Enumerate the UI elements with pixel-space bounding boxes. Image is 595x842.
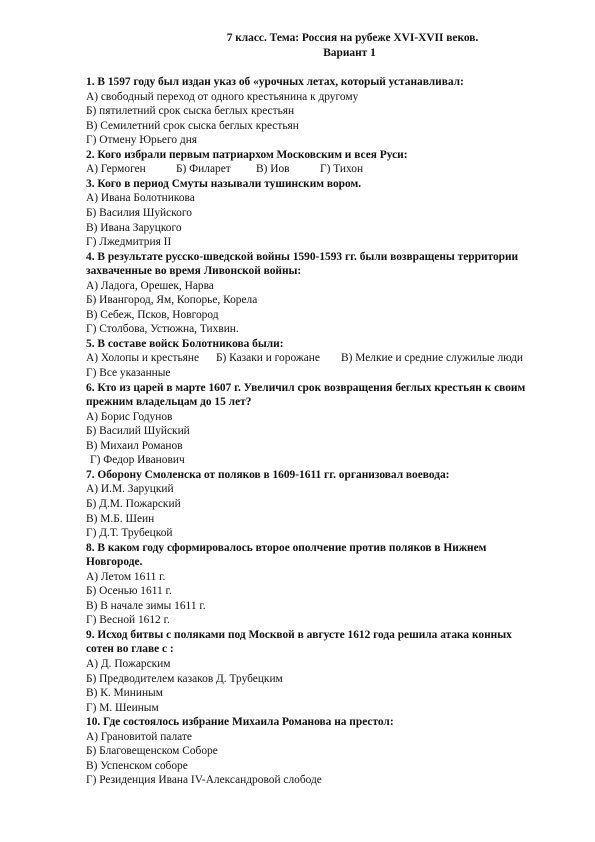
- question-4-option-d: Г) Столбова, Устюжна, Тихвин.: [86, 323, 239, 336]
- question-9-text-line-2: сотен во главе с :: [86, 643, 174, 656]
- question-7: [86, 468, 555, 541]
- question-1-option-b: Б) пятилетний срок сыска беглых крестьян: [86, 105, 295, 118]
- question-7-text: 7. Оборону Смоленска от поляков в 1609-1611 гг. организовал воевода:: [86, 468, 450, 481]
- question-10: [86, 715, 555, 788]
- question-2-option-c: В) Иов: [256, 163, 290, 176]
- question-6-text-line-1: 6. Кто из царей в марте 1607 г. Увеличил срок возвращения беглых крестьян к своим: [86, 381, 526, 394]
- question-5: [86, 337, 555, 381]
- page-header: [86, 31, 555, 60]
- question-10-option-a: А) Грановитой палате: [86, 730, 192, 743]
- question-9-text-line-1: 9. Исход битвы с поляками под Москвой в августе 1612 года решила атака конных: [86, 628, 512, 641]
- question-9-option-d: Г) М. Шеиным: [86, 701, 159, 714]
- question-3: [86, 177, 555, 250]
- question-3-option-b: Б) Василия Шуйского: [86, 207, 192, 220]
- question-6-option-a: А) Борис Годунов: [86, 410, 173, 423]
- question-10-option-b: Б) Благовещенском Соборе: [86, 745, 218, 758]
- question-6-text-line-2: прежним владельцам до 15 лет?: [86, 396, 252, 409]
- question-2-option-d: Г) Тихон: [320, 163, 364, 176]
- question-9: [86, 628, 555, 715]
- question-6-option-d: Г) Федор Иванович: [90, 454, 185, 467]
- question-1: [86, 75, 555, 148]
- question-4-option-a: А) Ладога, Орешек, Нарва: [86, 279, 214, 292]
- question-5-option-b: Б) Казаки и горожане: [216, 352, 320, 365]
- variant-label: Вариант 1: [323, 46, 376, 59]
- question-10-option-c: В) Успенском соборе: [86, 759, 188, 772]
- question-2-text: 2. Кого избрали первым патриархом Московским и всея Руси:: [86, 148, 408, 161]
- question-4-text-line-1: 4. В результате русско-шведской войны 1590-1593 гг. были возвращены территории: [86, 250, 519, 263]
- question-2-option-b: Б) Филарет: [176, 163, 231, 176]
- page-title: 7 класс. Тема: Россия на рубеже XVI-XVII веков.: [226, 32, 479, 44]
- question-3-option-c: В) Ивана Заруцкого: [86, 221, 182, 234]
- question-3-option-a: А) Ивана Болотникова: [86, 192, 195, 205]
- question-3-text: 3. Кого в период Смуты называли тушинским вором.: [86, 177, 362, 190]
- question-8: [86, 541, 555, 628]
- question-9-option-c: В) К. Мининым: [86, 687, 163, 700]
- question-9-option-b: Б) Предводителем казаков Д. Трубецким: [86, 672, 283, 685]
- question-8-text-line-1: 8. В каком году сформировалось второе ополчение против поляков в Нижнем: [86, 541, 487, 554]
- question-4-option-c: В) Себеж, Псков, Новгород: [86, 308, 219, 321]
- question-7-option-c: В) М.Б. Шеин: [86, 512, 155, 525]
- question-8-option-b: Б) Осенью 1611 г.: [86, 585, 172, 598]
- question-3-option-d: Г) Лжедмитрия II: [86, 236, 172, 249]
- question-8-option-d: Г) Весной 1612 г.: [86, 614, 170, 627]
- question-7-option-a: А) И.М. Заруцкий: [86, 483, 174, 496]
- question-8-option-c: В) В начале зимы 1611 г.: [86, 599, 206, 612]
- question-6-option-c: В) Михаил Романов: [86, 439, 183, 452]
- question-5-text: 5. В составе войск Болотникова были:: [86, 337, 284, 350]
- question-2: [86, 148, 555, 177]
- question-1-option-d: Г) Отмену Юрьего дня: [86, 134, 198, 147]
- question-6-option-b: Б) Василий Шуйский: [86, 425, 190, 438]
- question-7-option-d: Г) Д.Т. Трубецкой: [86, 527, 173, 540]
- question-10-text: 10. Где состоялось избрание Михаила Романова на престол:: [86, 716, 394, 729]
- question-1-option-c: В) Семилетний срок сыска беглых крестьян: [86, 119, 299, 132]
- question-2-options: [86, 162, 555, 177]
- question-4: [86, 250, 555, 337]
- question-6: [86, 381, 555, 468]
- question-9-option-a: А) Д. Пожарским: [86, 657, 171, 670]
- question-1-option-a: А) свободный переход от одного крестьянина к другому: [86, 90, 359, 103]
- question-5-option-a: А) Холопы и крестьяне: [86, 352, 200, 365]
- question-2-option-a: А) Гермоген: [86, 163, 146, 176]
- question-5-option-c: В) Мелкие и средние служилые люди: [341, 352, 523, 365]
- question-4-option-b: Б) Ивангород, Ям, Копорье, Корела: [86, 294, 258, 307]
- question-8-option-a: А) Летом 1611 г.: [86, 570, 166, 583]
- question-7-option-b: Б) Д.М. Пожарский: [86, 497, 181, 510]
- question-5-option-d: Г) Все указанные: [86, 367, 171, 380]
- question-5-options: [86, 351, 555, 366]
- question-10-option-d: Г) Резиденция Ивана IV-Александровой слободе: [86, 774, 322, 787]
- question-8-text-line-2: Новгороде.: [86, 556, 143, 569]
- question-1-text: 1. В 1597 году был издан указ об «урочных летах, который устанавливал:: [86, 76, 464, 89]
- question-4-text-line-2: захваченные во время Ливонской войны:: [86, 265, 302, 278]
